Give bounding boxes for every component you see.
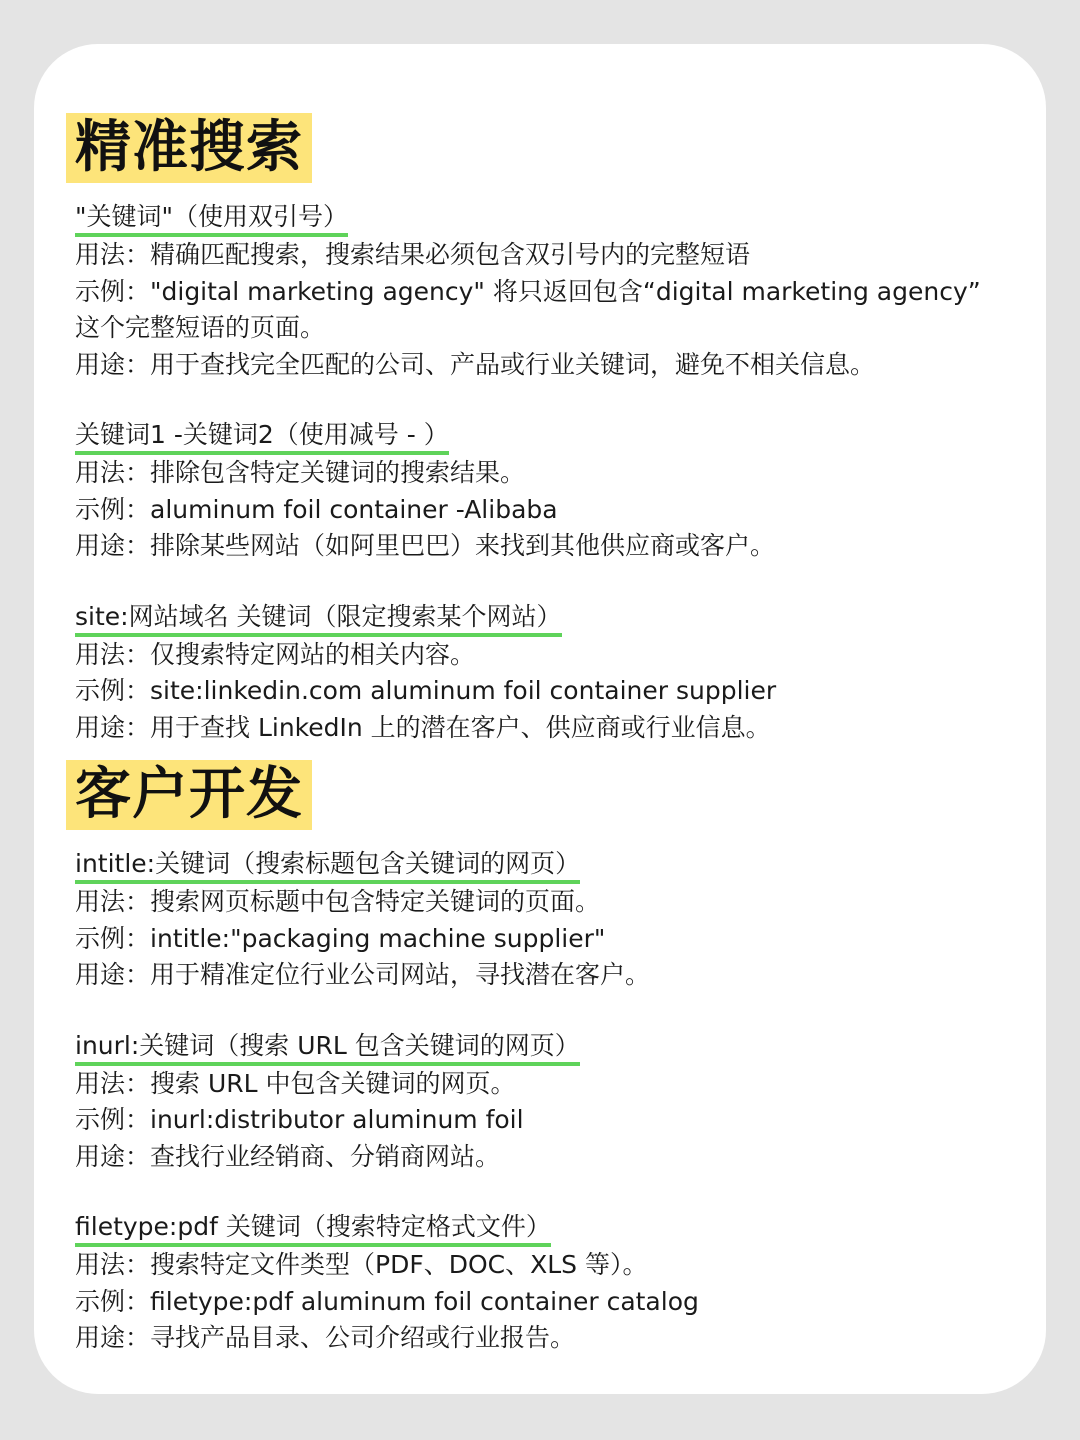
purpose-line: 用途：用于查找完全匹配的公司、产品或行业关键词，避免不相关信息。	[75, 349, 876, 379]
example-line: 示例：intitle:"packaging machine supplier"	[75, 923, 606, 953]
entry-minus	[75, 419, 1035, 565]
entry-heading: site:网站域名 关键词（限定搜索某个网站）	[75, 601, 562, 637]
entry-quotes	[75, 201, 1035, 383]
entry-intitle	[75, 848, 1035, 994]
usage-line: 用法：精确匹配搜索，搜索结果必须包含双引号内的完整短语	[75, 240, 751, 269]
purpose-line: 用途：查找行业经销商、分销商网站。	[75, 1141, 501, 1171]
section-customer-development	[75, 848, 1035, 1357]
section-title-precise-search: 精准搜索	[66, 113, 312, 183]
document-content	[75, 113, 1035, 1357]
example-line: 示例：filetype:pdf aluminum foil container catalog	[75, 1286, 699, 1316]
example-line: 示例：site:linkedin.com aluminum foil container supplier	[75, 676, 777, 705]
entry-filetype	[75, 1211, 1035, 1357]
entry-site	[75, 601, 1035, 747]
entry-inurl	[75, 1030, 1035, 1176]
entry-heading: 关键词1 -关键词2（使用减号 - ）	[75, 419, 449, 455]
purpose-line: 用途：排除某些网站（如阿里巴巴）来找到其他供应商或客户。	[75, 531, 776, 560]
entry-heading: inurl:关键词（搜索 URL 包含关键词的网页）	[75, 1030, 580, 1066]
example-line: 示例："digital marketing agency" 将只返回包含“digital marketing agency”	[75, 276, 981, 306]
section-precise-search	[75, 201, 1035, 746]
entry-heading: intitle:关键词（搜索标题包含关键词的网页）	[75, 848, 580, 884]
usage-line: 用法：搜索特定文件类型（PDF、DOC、XLS 等）。	[75, 1250, 648, 1279]
section-title-customer-development: 客户开发	[66, 760, 312, 830]
example-line: 示例：inurl:distributor aluminum foil	[75, 1105, 524, 1134]
usage-line: 用法：搜索网页标题中包含特定关键词的页面。	[75, 887, 601, 916]
purpose-line: 用途：用于查找 LinkedIn 上的潜在客户、供应商或行业信息。	[75, 712, 771, 742]
usage-line: 用法：排除包含特定关键词的搜索结果。	[75, 458, 526, 487]
purpose-line: 用途：寻找产品目录、公司介绍或行业报告。	[75, 1323, 576, 1352]
example-line: 示例：aluminum foil container -Alibaba	[75, 494, 558, 524]
example-line-continued: 这个完整短语的页面。	[75, 313, 326, 342]
usage-line: 用法：仅搜索特定网站的相关内容。	[75, 639, 476, 669]
usage-line: 用法：搜索 URL 中包含关键词的网页。	[75, 1068, 516, 1098]
entry-heading: filetype:pdf 关键词（搜索特定格式文件）	[75, 1211, 551, 1247]
purpose-line: 用途：用于精准定位行业公司网站，寻找潜在客户。	[75, 960, 651, 989]
entry-heading: "关键词"（使用双引号）	[75, 201, 348, 237]
